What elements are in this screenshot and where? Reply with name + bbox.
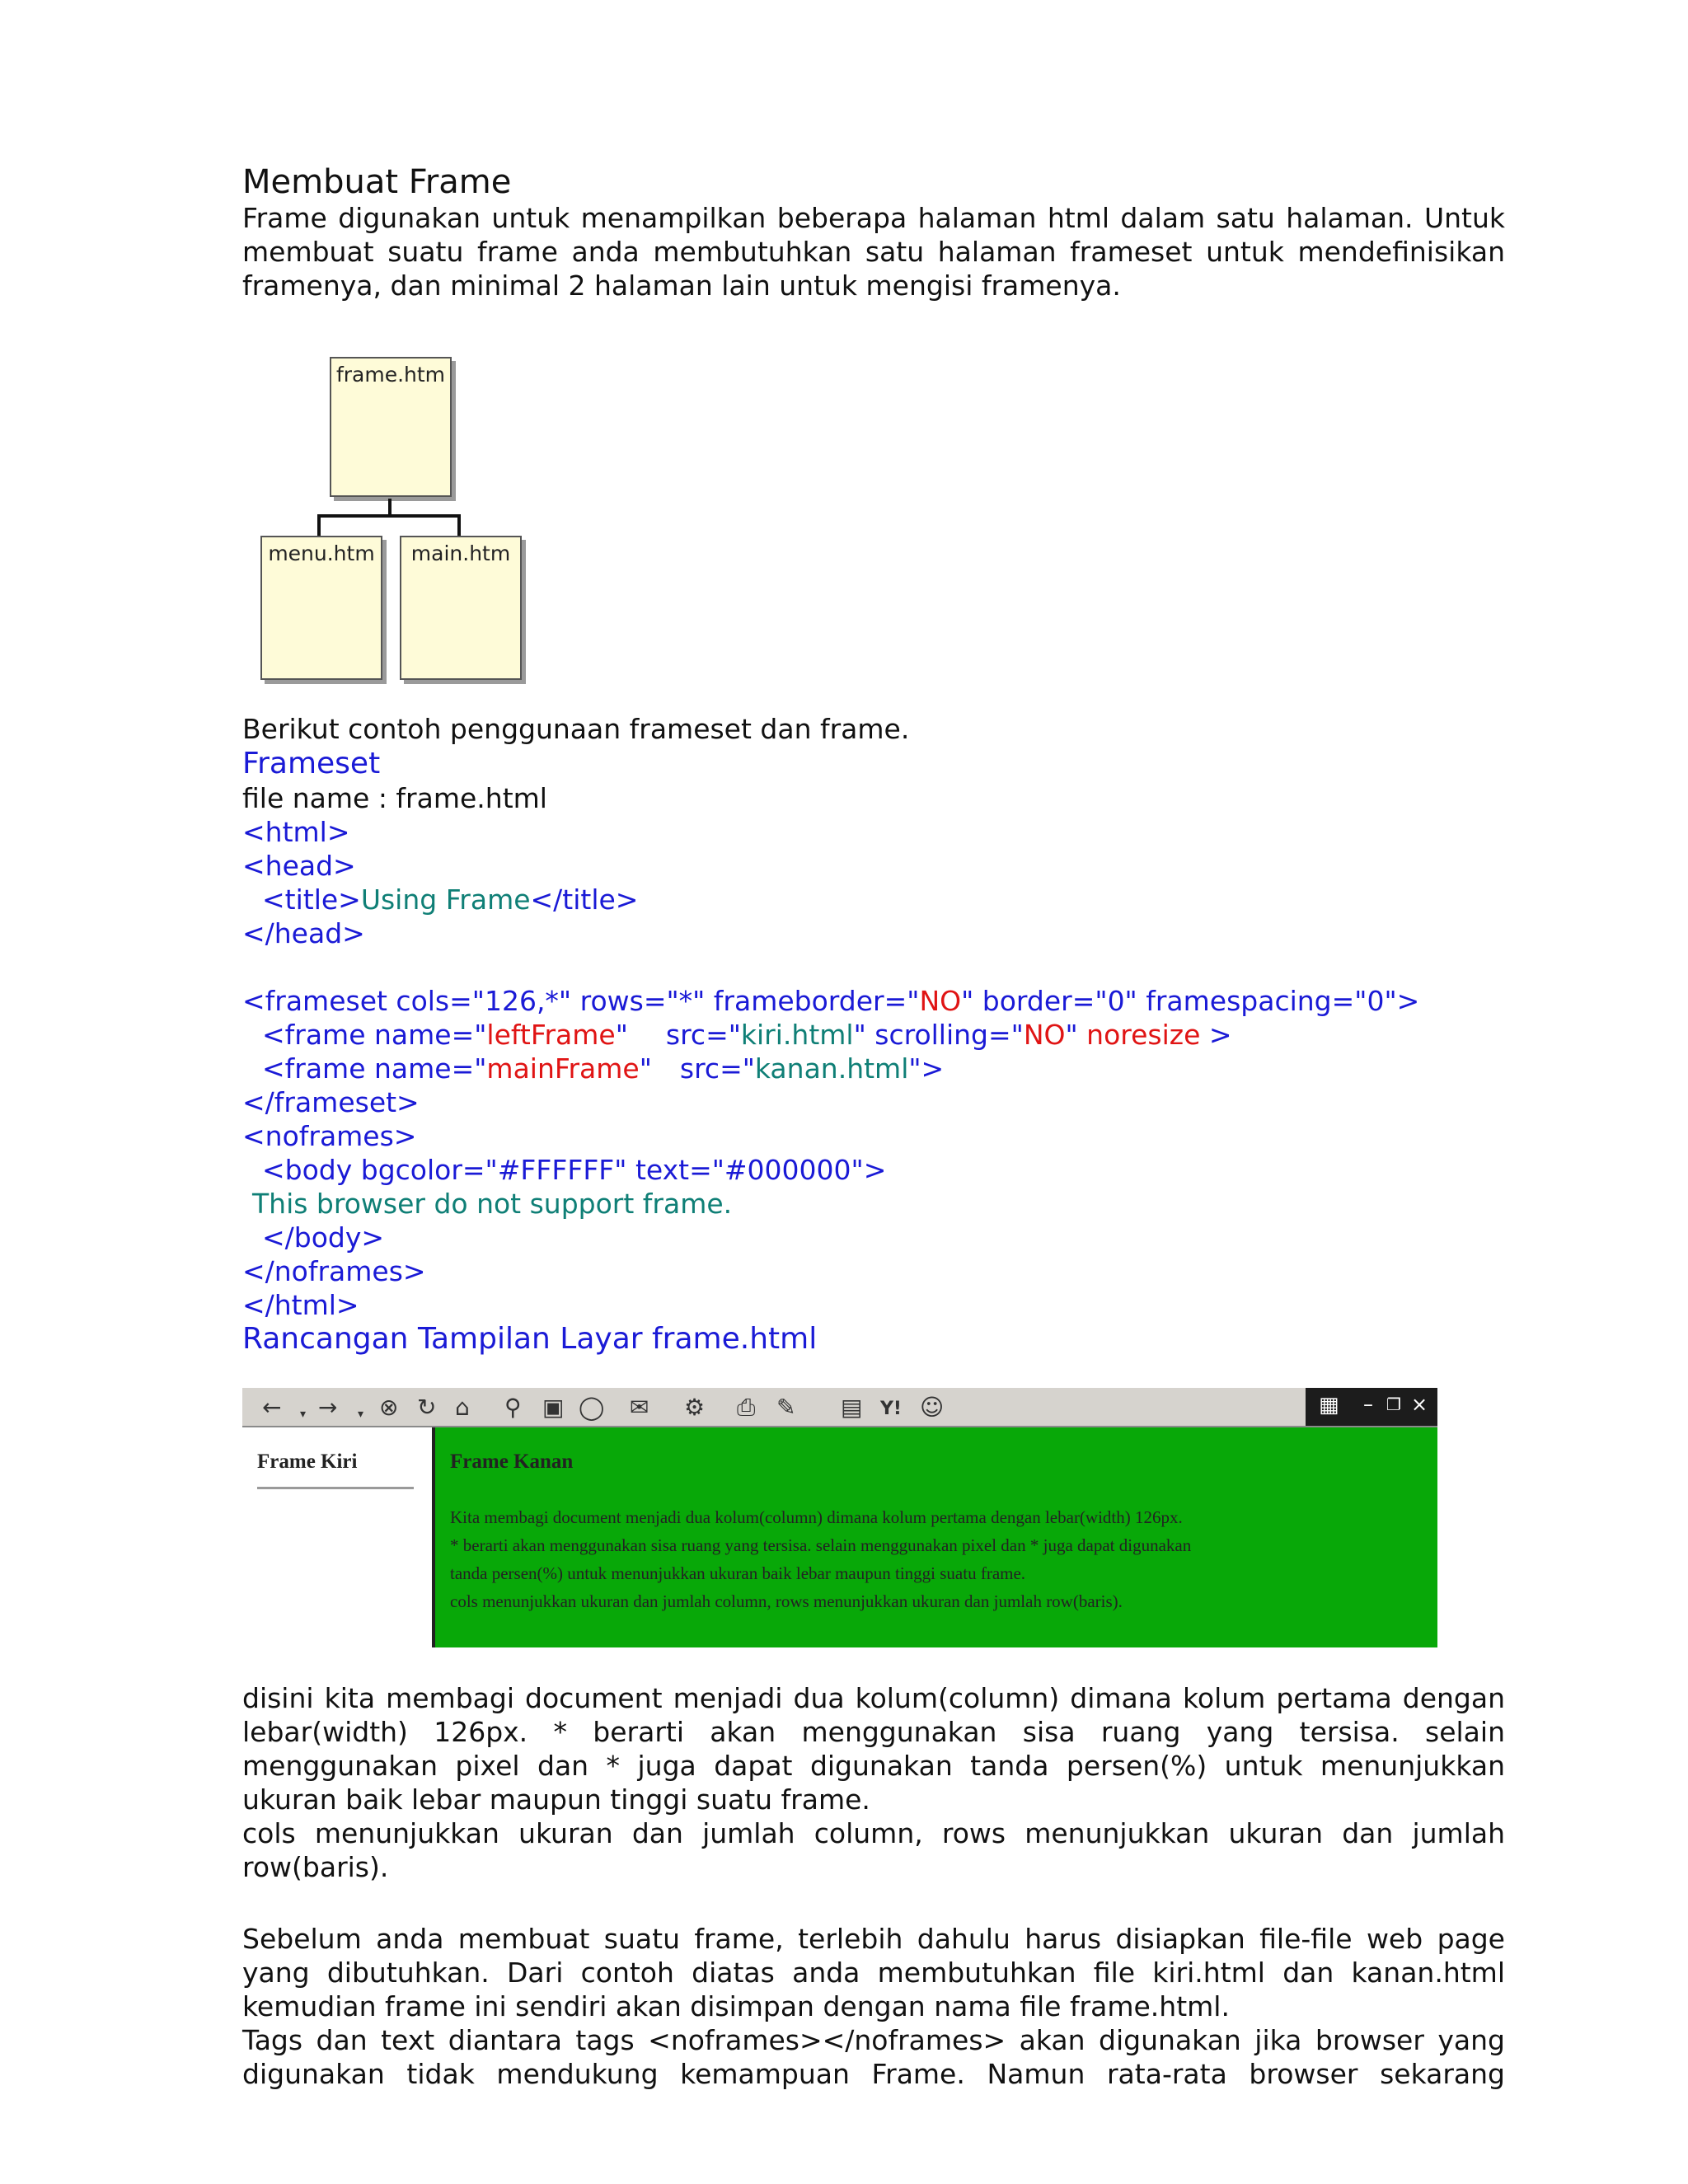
right-frame-line: tanda persen(%) untuk menunjukkan ukuran baik lebar maupun tinggi suatu frame. [450, 1563, 1026, 1583]
code-line: <body bgcolor="#FFFFFF" text="#000000"> [262, 1154, 887, 1186]
code-line: <frameset cols="126,*" rows="*" frameborder="NO" border="0" framespacing="0"> [242, 985, 1420, 1017]
diagram-child-file: menu.htm [260, 536, 382, 680]
stop-icon[interactable]: ⊗ [379, 1394, 399, 1421]
code-line: <frame name="mainFrame" src="kanan.html"> [262, 1052, 945, 1085]
right-frame-line: Kita membagi document menjadi dua kolum(column) dimana kolum pertama dengan lebar(width) 126px. [450, 1507, 1183, 1527]
dropdown-arrow-icon[interactable]: ▾ [300, 1408, 307, 1421]
code-line: <title>Using Frame</title> [262, 883, 639, 916]
browser-toolbar [242, 1388, 1437, 1427]
window-controls [1306, 1388, 1437, 1426]
code-line: <frame name="leftFrame" src="kiri.html" scrolling="NO" noresize > [262, 1019, 1232, 1051]
diagram-connector [317, 514, 461, 518]
forward-arrow-icon[interactable]: → [318, 1394, 338, 1421]
right-frame [432, 1427, 1437, 1647]
code-line: </head> [242, 917, 365, 949]
dropdown-arrow-icon[interactable]: ▾ [358, 1408, 364, 1421]
diagram-connector [317, 514, 321, 536]
code-line: <head> [242, 850, 356, 882]
history-icon[interactable]: ◯ [579, 1394, 605, 1421]
diagram-connector [457, 514, 461, 536]
diagram-child-file: main.htm [400, 536, 522, 680]
left-frame-title: Frame Kiri [257, 1451, 358, 1473]
refresh-icon[interactable]: ↻ [417, 1394, 437, 1421]
right-frame-line: cols menunjukkan ukuran dan jumlah column, rows menunjukkan ukuran dan jumlah row(baris). [450, 1591, 1123, 1611]
code-line: <html> [242, 816, 350, 848]
left-frame-rule [257, 1487, 414, 1489]
minimize-icon[interactable]: – [1363, 1393, 1373, 1416]
favorites-icon[interactable]: ▣ [542, 1394, 565, 1421]
page-title: Membuat Frame [242, 163, 512, 201]
left-frame [242, 1427, 432, 1647]
code-line: </noframes> [242, 1255, 426, 1287]
paragraph: Tags dan text diantara tags <noframes></noframes> akan digunakan jika browser yang digunakan tidak mendukung kemampuan Frame. Namun rata-rata browser sekarang [242, 2024, 1505, 2090]
diagram-root-file: frame.htm [330, 357, 452, 497]
example-intro: Berikut contoh penggunaan frameset dan frame. [242, 713, 910, 745]
browser-mockup [242, 1388, 1437, 1647]
user-icon[interactable]: ☺ [920, 1394, 945, 1421]
paragraph: Sebelum anda membuat suatu frame, terlebih dahulu harus disiapkan file-file web page yang dibutuhkan. Dari contoh diatas anda membutuhkan file kiri.html dan kanan.html kemudian frame ini sendiri akan disimpan dengan nama file frame.html. [242, 1923, 1505, 2022]
tools-icon[interactable]: ⚙ [684, 1394, 706, 1421]
close-icon[interactable]: × [1411, 1393, 1428, 1416]
messenger-icon[interactable]: Y! [880, 1399, 902, 1419]
paragraph: cols menunjukkan ukuran dan jumlah column, rows menunjukkan ukuran dan jumlah row(baris). [242, 1817, 1505, 1883]
code-line: </frameset> [242, 1086, 420, 1118]
code-line: <noframes> [242, 1120, 417, 1152]
section-title-frameset: Frameset [242, 747, 381, 780]
edit-icon[interactable]: ✎ [776, 1394, 796, 1421]
right-frame-title: Frame Kanan [450, 1451, 574, 1473]
document-icon[interactable]: ▤ [841, 1394, 863, 1421]
restore-icon[interactable]: ❐ [1386, 1394, 1401, 1414]
home-icon[interactable]: ⌂ [455, 1394, 470, 1421]
print-icon[interactable]: ⎙ [737, 1394, 756, 1421]
right-frame-text [450, 1503, 1191, 1615]
code-line: </body> [262, 1221, 385, 1254]
section-title-design: Rancangan Tampilan Layar frame.html [242, 1322, 818, 1356]
code-line: This browser do not support frame. [252, 1188, 733, 1220]
mail-icon[interactable]: ✉ [630, 1394, 649, 1421]
intro-paragraph: Frame digunakan untuk menampilkan beberapa halaman html dalam satu halaman. Untuk membuat suatu frame anda membutuhkan satu halaman frameset untuk mendefinisikan framenya, dan minimal 2 halaman lain untuk mengisi framenya. [242, 202, 1505, 302]
code-line: </html> [242, 1289, 359, 1321]
right-frame-line: * berarti akan menggunakan sisa ruang yang tersisa. selain menggunakan pixel dan * juga dapat digunakan [450, 1535, 1192, 1555]
file-name-label: file name : frame.html [242, 782, 547, 814]
search-icon[interactable]: ⚲ [504, 1394, 522, 1421]
back-arrow-icon[interactable]: ← [262, 1394, 282, 1421]
windows-logo-icon: ▦ [1319, 1393, 1339, 1418]
paragraph: disini kita membagi document menjadi dua kolum(column) dimana kolum pertama dengan lebar(width) 126px. * berarti akan menggunakan sisa ruang yang tersisa. selain menggunakan pixel dan * juga dapat digunakan tanda persen(%) untuk menunjukkan ukuran baik lebar maupun tinggi suatu frame. [242, 1682, 1505, 1816]
